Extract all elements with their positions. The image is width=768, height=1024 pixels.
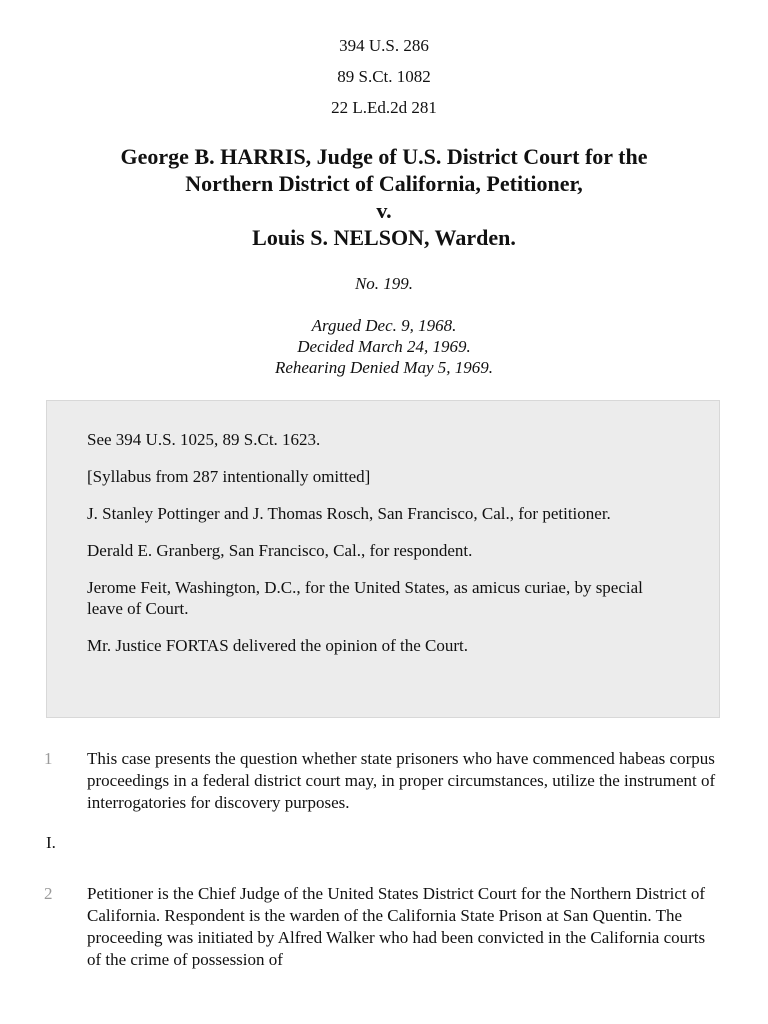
- syllabus-omitted-note: [Syllabus from 287 intentionally omitted]: [87, 467, 371, 486]
- syllabus-box: [46, 400, 720, 718]
- case-title-line-4: Louis S. NELSON, Warden.: [252, 225, 516, 250]
- argued-date: Argued Dec. 9, 1968.: [311, 316, 457, 335]
- counsel-petitioner: J. Stanley Pottinger and J. Thomas Rosch, San Francisco, Cal., for petitioner.: [87, 504, 611, 523]
- counsel-respondent: Derald E. Granberg, San Francisco, Cal., for respondent.: [87, 541, 473, 560]
- case-title: [40, 143, 728, 251]
- paragraph-text: This case presents the question whether state prisoners who have commenced habeas corpus proceedings in a federal district court may, in proper circumstances, utilize the instrument of interrogatories for discovery purposes.: [87, 749, 716, 812]
- case-title-line-3: v.: [376, 198, 392, 223]
- paragraph-text: Petitioner is the Chief Judge of the United States District Court for the Northern District of California. Respondent is the warden of the California State Prison at San Quentin. The proceeding was initiated by Alfred Walker who had been convicted in the California courts of the crime of possession of: [87, 884, 706, 969]
- opinion-author: Mr. Justice FORTAS delivered the opinion of the Court.: [87, 636, 469, 655]
- paragraph-number: 2: [44, 884, 53, 903]
- docket-number: No. 199.: [354, 274, 414, 293]
- citation-us: 394 U.S. 286: [339, 36, 429, 55]
- citation-sct: 89 S.Ct. 1082: [337, 67, 431, 86]
- see-reference: See 394 U.S. 1025, 89 S.Ct. 1623.: [87, 430, 321, 449]
- amicus-counsel: Jerome Feit, Washington, D.C., for the United States, as amicus curiae, by special leave of Court.: [87, 578, 643, 618]
- citation-led: 22 L.Ed.2d 281: [331, 98, 437, 117]
- citations: [0, 34, 768, 127]
- paragraph-number: 1: [44, 749, 53, 768]
- case-title-line-1: George B. HARRIS, Judge of U.S. District Court for the: [120, 144, 648, 169]
- case-dates: [0, 315, 768, 378]
- section-heading: I.: [46, 833, 56, 852]
- case-title-line-2: Northern District of California, Petitioner,: [185, 171, 583, 196]
- rehearing-date: Rehearing Denied May 5, 1969.: [274, 358, 494, 377]
- decided-date: Decided March 24, 1969.: [297, 337, 471, 356]
